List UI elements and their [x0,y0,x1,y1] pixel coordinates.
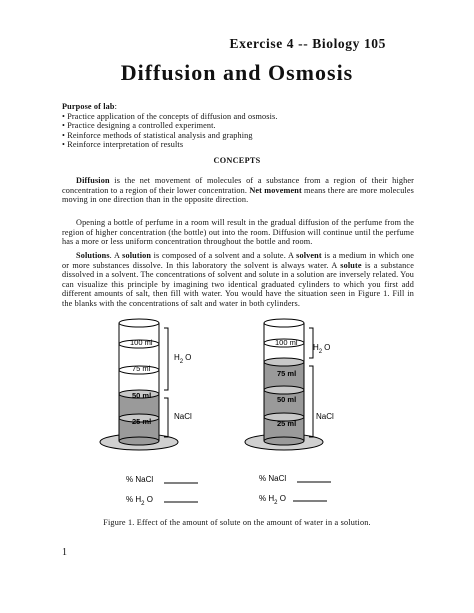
water-label: $H_2$ O [313,343,331,355]
solutions-text: is composed of a solvent and a solute. A [151,251,297,260]
diffusion-term: Diffusion [76,176,110,185]
purpose-label: Purpose of lab [62,102,115,111]
mark-75ml: 75 ml [132,364,151,373]
mark-50ml: 50 ml [277,395,297,404]
water-blank-label: % $H_2$ O [126,495,153,507]
solutions-text: . A [109,251,123,260]
salt-label: NaCl [316,412,334,421]
salt-label: NaCl [174,412,192,421]
page-title: Diffusion and Osmosis [120,60,354,85]
water-blank-label: % $H_2$ O [259,494,286,506]
purpose-section [62,102,278,150]
cylinder-rim [119,319,159,327]
solution-term: solution [122,251,152,260]
diffusion-text: means there are more molecules moving in one direction than in the opposite direction. [62,185,415,205]
perfume-paragraph [62,218,414,247]
nacl-blank-label: % NaCl [126,475,154,484]
page-number: 1 [62,547,67,558]
nacl-blank-label: % NaCl [259,474,287,483]
concepts-heading: CONCEPTS [213,156,261,165]
purpose-colon: : [114,102,118,111]
solutions-text: is a medium in which one or more substances dissolve. In this laboratory the solvent is always water. A [62,251,414,270]
purpose-item: • Practice application of the concepts of diffusion and osmosis. [62,111,278,121]
mark-75ml: 75 ml [277,369,297,378]
mark-25ml: 25 ml [132,417,152,426]
solvent-term: solvent [296,251,322,260]
net-movement-term: Net movement [249,185,302,195]
salt-bracket [309,366,313,437]
exercise-header: Exercise 4 -- Biology 105 [229,36,386,51]
salt-surface [264,358,304,366]
water-label: $H_2$ O [174,353,192,365]
purpose-item: • Practice designing a controlled experiment. [62,121,216,131]
diffusion-text: is the net movement of molecules of a substance from a region of their higher concentration to a region of their lower concentration. [62,176,414,195]
graduated-cylinder-2 [245,319,334,450]
cylinder-bottom [264,437,304,445]
grad-ring [264,386,304,394]
figure-1-diagram [0,318,474,514]
solute-term: solute [340,260,362,270]
graduated-cylinder-1 [100,319,192,450]
cylinder-rim [264,319,304,327]
solutions-term: Solutions [76,251,110,260]
perfume-text: Opening a bottle of perfume in a room will result in the gradual diffusion of the perfume from the region of higher concentration (the bottle) out into the room. Diffusion will continue until the perfume has a more or less uniform concentration throughout the bottle and room. [62,218,414,247]
water-bracket [164,328,168,390]
purpose-item: • Reinforce interpretation of results [62,140,184,150]
purpose-item: • Reinforce methods of statistical analysis and graphing [62,130,253,140]
mark-25ml: 25 ml [277,419,297,428]
diffusion-paragraph [62,176,414,205]
figure-caption: Figure 1. Effect of the amount of solute on the amount of water in a solution. [103,518,371,527]
salt-bracket [164,398,168,437]
solutions-paragraph [62,251,414,309]
mark-50ml: 50 ml [132,391,152,400]
mark-100ml: 100 ml [130,338,153,347]
solutions-text: is a substance dissolved in a solvent. The concentrations of solvent and solute in a solution are inversely related. You can visualize this principle by imagining two identical graduated cylinders to which you first add different amounts of salt, then fill with water. You would have the situation seen in Figure 1. Fill in the blanks with the concentrations of salt and water in both cylinders. [62,260,414,308]
mark-100ml: 100 ml [275,338,298,347]
cylinder-bottom [119,437,159,445]
